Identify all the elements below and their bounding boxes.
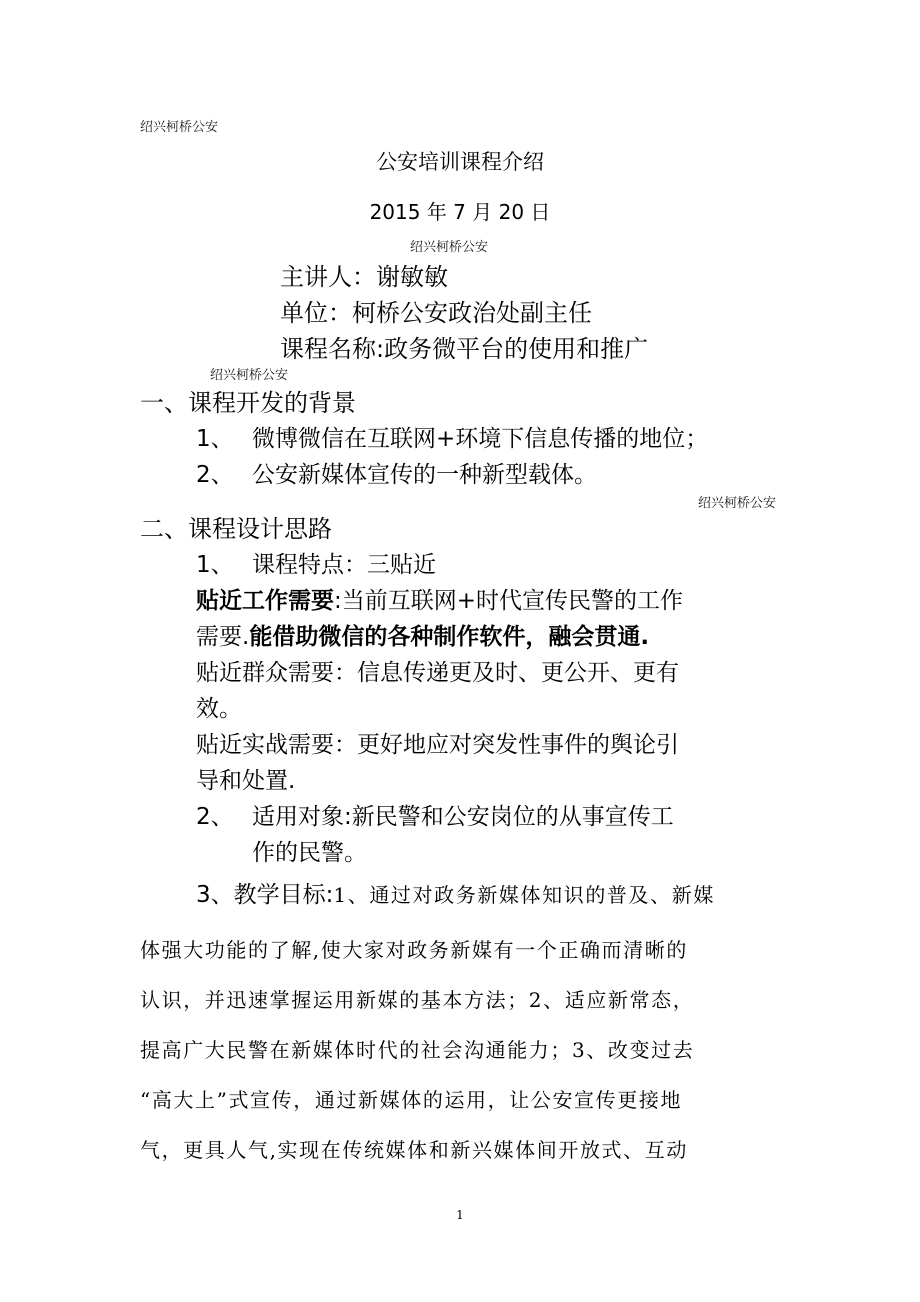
- teaching-objectives-first-line: [196, 880, 715, 912]
- list-item-continued: 作的民警。: [252, 840, 367, 866]
- close-to-practice-line1: 贴近实战需要：更好地应对突发性事件的舆论引: [196, 732, 679, 758]
- list-number: 1、: [196, 426, 234, 452]
- close-to-work-label: 贴近工作需要: [196, 588, 334, 614]
- course-name: 课程名称:政务微平台的使用和推广: [280, 335, 649, 363]
- close-to-public-line1: 贴近群众需要：信息传递更及时、更公开、更有: [196, 660, 679, 686]
- close-to-work-bold-text: 能借助微信的各种制作软件，融会贯通.: [249, 624, 650, 650]
- teaching-objectives-line: 认识，并迅速掌握运用新媒的基本方法；2、适应新常态，: [140, 988, 695, 1012]
- watermark: 绍兴柯桥公安: [698, 496, 777, 511]
- teaching-objectives-line: 提高广大民警在新媒体时代的社会沟通能力；3、改变过去: [140, 1038, 695, 1062]
- teaching-objectives-text: 1、通过对政务新媒体知识的普及、新媒: [333, 883, 715, 907]
- close-to-work-line1: [196, 586, 683, 616]
- list-item: 适用对象:新民警和公安岗位的从事宣传工: [252, 804, 674, 830]
- document-date: 2015 年 7 月 20 日: [369, 200, 551, 224]
- list-item: 微博微信在互联网+环境下信息传播的地位；: [252, 426, 709, 452]
- close-to-work-line2: [196, 622, 649, 652]
- close-to-work-text: :当前互联网+时代宣传民警的工作: [334, 588, 684, 614]
- watermark: 绍兴柯桥公安: [140, 120, 219, 135]
- teaching-objectives-line: “高大上”式宣传，通过新媒体的运用，让公安宣传更接地: [140, 1088, 683, 1112]
- close-to-public-line2: 效。: [196, 696, 242, 722]
- list-item: 公安新媒体宣传的一种新型载体。: [252, 462, 597, 488]
- section1-heading: 一、课程开发的背景: [140, 389, 356, 417]
- close-to-work-text: 需要.: [196, 624, 250, 650]
- teaching-objectives-label: 3、教学目标:: [196, 882, 334, 908]
- document-title: 公安培训课程介绍: [376, 150, 544, 174]
- page-number: 1: [456, 1208, 464, 1222]
- speaker: 主讲人：谢敏敏: [280, 263, 448, 291]
- list-item: 课程特点：三贴近: [252, 552, 436, 578]
- teaching-objectives-line: 气，更具人气,实现在传统媒体和新兴媒体间开放式、互动: [140, 1138, 688, 1162]
- watermark: 绍兴柯桥公安: [410, 240, 489, 255]
- section2-heading: 二、课程设计思路: [140, 515, 332, 543]
- unit: 单位：柯桥公安政治处副主任: [280, 299, 592, 327]
- list-number: 2、: [196, 804, 234, 830]
- watermark: 绍兴柯桥公安: [210, 368, 289, 383]
- list-number: 2、: [196, 462, 234, 488]
- close-to-practice-line2: 导和处置.: [196, 768, 296, 794]
- teaching-objectives-line: 体强大功能的了解,使大家对政务新媒有一个正确而清晰的: [140, 938, 688, 962]
- list-number: 1、: [196, 552, 234, 578]
